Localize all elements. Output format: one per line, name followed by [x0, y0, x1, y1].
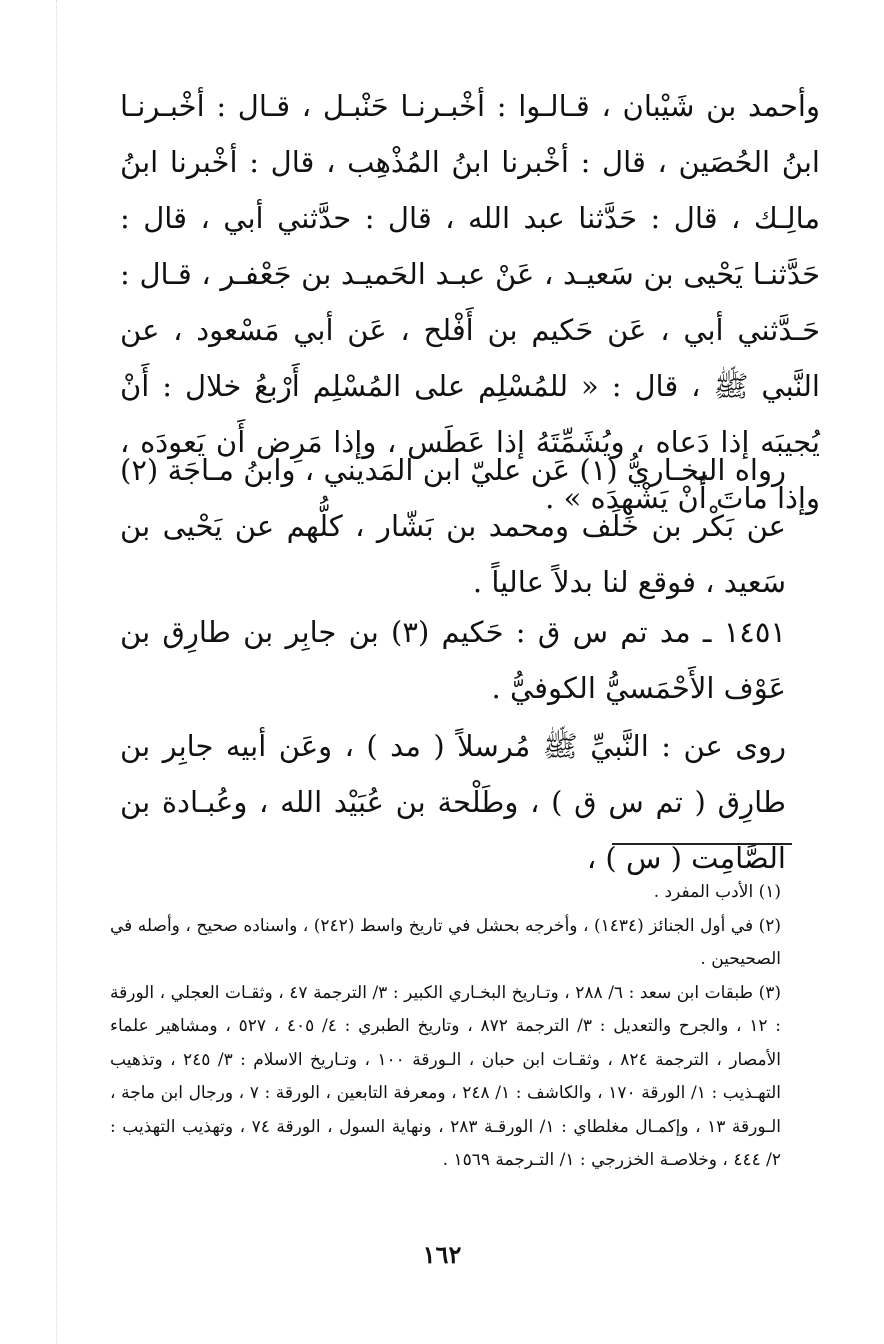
footnote-2: (٢) في أول الجنائز (١٤٣٤) ، وأخرجه بحشل في تاريخ واسط (٢٤٢) ، واسناده صحيح ، وأصله في الصحيحين .: [110, 915, 781, 969]
scan-margin-marks: [56, 0, 59, 1344]
body-paragraph-2: [120, 442, 820, 610]
footnote-separator: [612, 843, 792, 845]
page-number: ١٦٢: [422, 1240, 462, 1269]
paragraph-text: روى عن : النَّبيِّ ﷺ مُرسلاً ( مد ) ، وعَن أبيه جابِر بن طارِق ( تم س ق ) ، وطَلْحة بن عُبَيْد الله ، وعُبـادة بن الصَّامِت ( س ) ،: [120, 729, 786, 875]
footnote-3: (٣) طبقات ابن سعد : ٦/ ٢٨٨ ، وتـاريخ البخـاري الكبير : ٣/ الترجمة ٤٧ ، وثقـات العجلي ، الورقة : ١٢ ، والجرح والتعديل : ٣/ الترجمة ٨٧٢ ، وتاريخ الطبري : ٤/ ٤٠٥ ، ٥٢٧ ، ومشاهير علماء الأمصار ، الترجمة ٨٢٤ ، وثقـات ابن حبان ، الـورقة ١٠٠ ، وتـاريخ الاسلام : ٣/ ٢٤٥ ، وتذهيب التهـذيب : ١/ الورقة ١٧٠ ، والكاشف : ١/ ٢٤٨ ، ومعرفة التابعين ، الورقة : ٧ ، ورجال ابن ماجة ، الـورقة ١٣ ، وإكمـال مغلطاي : ١/ الورقـة ٢٨٣ ، ونهاية السول ، الورقة ٧٤ ، وتهذيب التهذيب : ٢/ ٤٤٤ ، وخلاصـة الخزرجي : ١/ التـرجمة ١٥٦٩ .: [110, 982, 782, 1170]
body-paragraph-4: [120, 718, 820, 886]
footnote-1: (١) الأدب المفرد .: [653, 882, 781, 902]
paragraph-text: ١٤٥١ ـ مد تم س ق : حَكيم (٣) بن جابِر بن طارِق بن عَوْف الأَحْمَسيُّ الكوفيُّ .: [120, 615, 786, 705]
entry-heading-paragraph: [120, 604, 820, 716]
paragraph-text: رواه البخـاريُّ (١) عَن عليّ ابن المَديني ، وابنُ مـاجَة (٢) عن بَكْر بن خَلَف ومحمد بن بَشّار ، كلُّهم عن يَحْيى بن سَعيد ، فوقع لنا بدلاً عالياً .: [120, 453, 786, 599]
paragraph-text: وأحمد بن شَيْبان ، قـالـوا : أخْبـرنـا حَنْبـل ، قـال : أخْبـرنـا ابنُ الحُصَين ، قال : أخْبرنا ابنُ المُذْهِب ، قال : أخْبرنا ابنُ مالِـك ، قال : حَدَّثنا عبد الله ، قال : حدَّثني أبي ، قال : حَدَّثنـا يَحْيى بن سَعيـد ، عَنْ عبـد الحَميـد بن جَعْفـر ، قـال : حَـدَّثني أبي ، عَن حَكيم بن أَفْلح ، عَن أبي مَسْعود ، عن النَّبي ﷺ ، قال : « للمُسْلِم على المُسْلِم أَرْبعُ خلال : أَنْ يُجيبَه إذا دَعاه ، ويُشَمِّتَهُ إذا عَطَس ، وإذا مَرِض أَن يَعودَه ، وإذا ماتَ أَنْ يَشْهدَه » .: [120, 89, 820, 515]
footnotes: [110, 876, 815, 1178]
